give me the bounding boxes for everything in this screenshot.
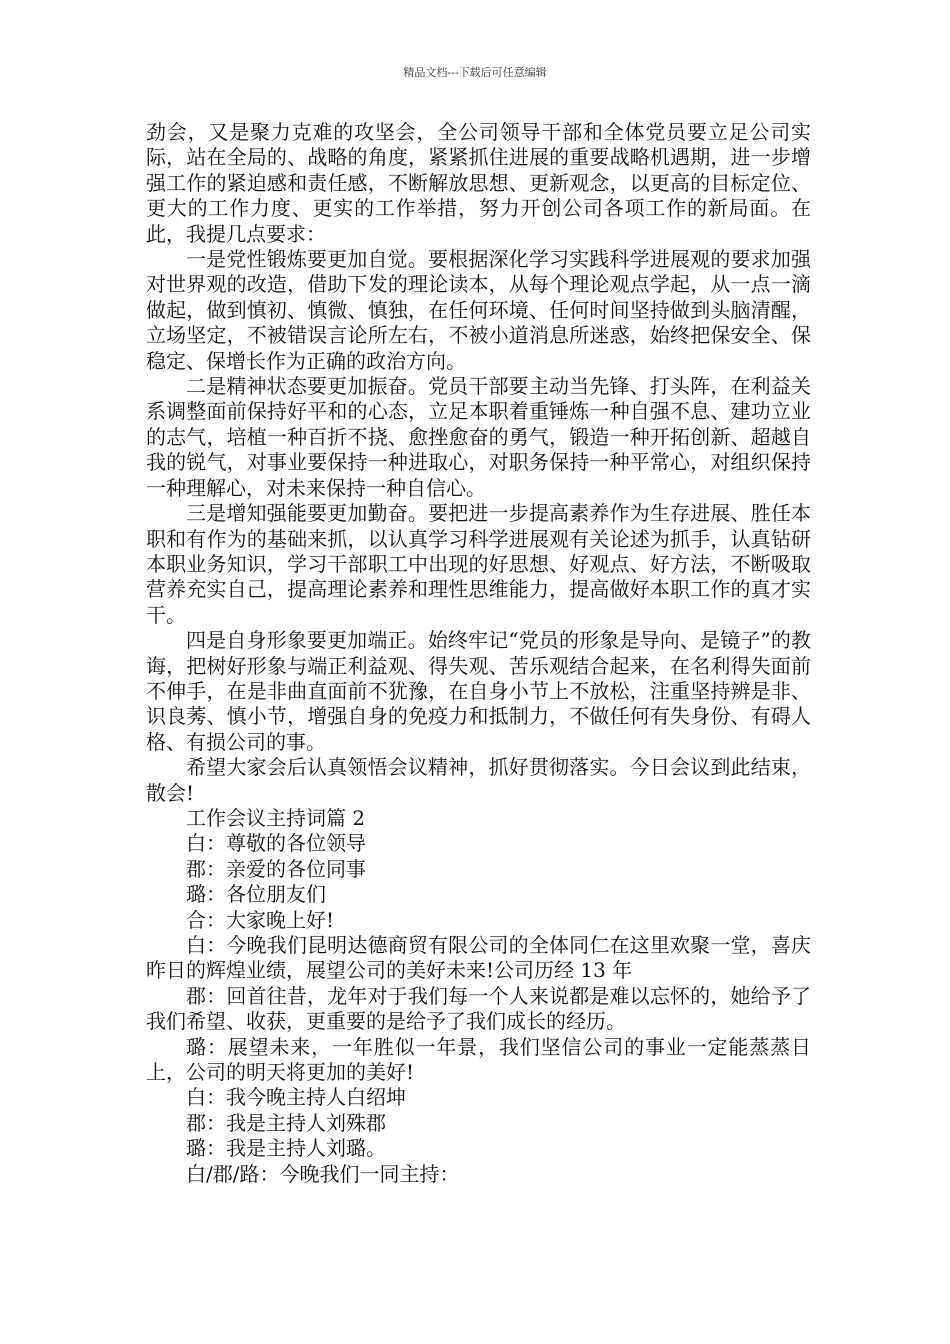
paragraph: 四是自身形象要更加端正。始终牢记“党员的形象是导向、是镜子”的教诲，把树好形象与端正利益观、得失观、苦乐观结合起来，在名利得失面前不伸手，在是非曲直面前不犹豫，在自身小节上不放松，注重坚持辨是非、识良莠、慎小节，增强自身的免疫力和抵制力，不做任何有失身份、有碍人格、有损公司的事。 [146,628,811,754]
dialogue-line: 郡：亲爱的各位同事 [186,856,366,881]
dialogue-line: 白/郡/路：今晚我们一同主持： [186,1161,460,1186]
dialogue-line: 白：尊敬的各位领导 [186,831,366,856]
dialogue-line: 璐：展望未来，一年胜似一年景，我们坚信公司的事业一定能蒸蒸日上，公司的明天将更加的美好! [146,1034,811,1085]
dialogue-line: 璐：各位朋友们 [186,882,326,907]
dialogue-line: 白：我今晚主持人白绍坤 [186,1085,406,1110]
paragraph: 二是精神状态要更加振奋。党员干部要主动当先锋、打头阵，在利益关系调整面前保持好平和的心态，立足本职着重锤炼一种自强不息、建功立业的志气，培植一种百折不挠、愈挫愈奋的勇气，锻造一种开拓创新、超越自我的锐气，对事业要保持一种进取心，对职务保持一种平常心，对组织保持一种理解心，对未来保持一种自信心。 [146,374,811,500]
dialogue-line: 合：大家晚上好! [186,907,335,932]
page-header: 精品文档---下载后可任意编辑 [403,66,547,79]
paragraph: 三是增知强能要更加勤奋。要把进一步提高素养作为生存进展、胜任本职和有作为的基础来抓，以认真学习科学进展观有关论述为抓手，认真钻研本职业务知识，学习干部职工中出现的好思想、好观点、好方法，不断吸取营养充实自己，提高理论素养和理性思维能力，提高做好本职工作的真才实干。 [146,501,811,627]
dialogue-line: 郡：我是主持人刘殊郡 [186,1110,386,1135]
paragraph: 一是党性锻炼要更加自觉。要根据深化学习实践科学进展观的要求加强对世界观的改造，借助下发的理论读本，从每个理论观点学起，从一点一滴做起，做到慎初、慎微、慎独，在任何环境、任何时间坚持做到头脑清醒，立场坚定，不被错误言论所左右，不被小道消息所迷惑，始终把保安全、保稳定、保增长作为正确的政治方向。 [146,247,811,373]
dialogue-line: 郡：回首往昔，龙年对于我们每一个人来说都是难以忘怀的，她给予了我们希望、收获，更重要的是给予了我们成长的经历。 [146,983,811,1034]
document-body [146,120,811,1187]
paragraph: 劲会，又是聚力克难的攻坚会，全公司领导干部和全体党员要立足公司实际，站在全局的、战略的角度，紧紧抓住进展的重要战略机遇期，进一步增强工作的紧迫感和责任感，不断解放思想、更新观念，以更高的目标定位、更大的工作力度、更实的工作举措，努力开创公司各项工作的新局面。在此，我提几点要求： [146,120,811,246]
paragraph: 希望大家会后认真领悟会议精神，抓好贯彻落实。今日会议到此结束，散会! [146,755,811,805]
section-title: 工作会议主持词篇 2 [186,805,366,830]
dialogue-line: 璐：我是主持人刘璐。 [186,1136,386,1161]
dialogue-line: 白：今晚我们昆明达德商贸有限公司的全体同仁在这里欢聚一堂，喜庆昨日的辉煌业绩，展望公司的美好未来!公司历经 13 年 [146,933,811,983]
